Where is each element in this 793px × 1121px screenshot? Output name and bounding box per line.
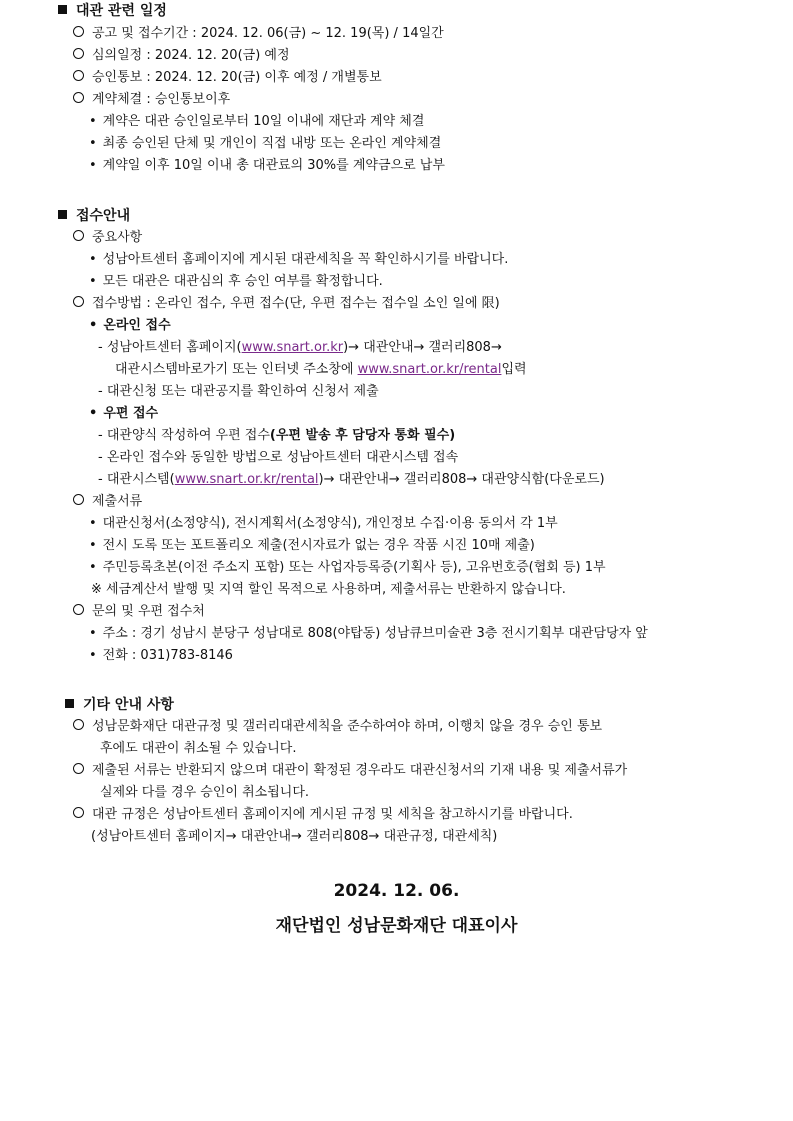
- square-bullet-icon: [58, 5, 67, 14]
- square-bullet-icon: [65, 699, 74, 708]
- documents-heading: 제출서류: [73, 493, 142, 511]
- online-step-1-cont: 대관시스템바로가기 또는 인터넷 주소창에 www.snart.or.kr/rental입력: [115, 362, 527, 377]
- document-item-1: • 대관신청서(소정양식), 전시계획서(소정양식), 개인정보 수집·이용 동의서 각 1부: [89, 516, 558, 531]
- schedule-review: 심의일정 : 2024. 12. 20(금) 예정: [73, 47, 290, 65]
- section-title-other: 기타 안내 사항: [65, 694, 174, 714]
- dot-bullet-icon: •: [89, 516, 97, 531]
- important-heading: 중요사항: [73, 229, 142, 247]
- postal-step-2: - 온라인 접수와 동일한 방법으로 성남아트센터 대관시스템 접속: [98, 450, 459, 465]
- circle-bullet-icon: [73, 807, 84, 818]
- circle-bullet-icon: [73, 230, 84, 241]
- section-title-application: 접수안내: [58, 205, 130, 225]
- postal-step-1: - 대관양식 작성하여 우편 접수(우편 발송 후 담당자 통화 필수): [98, 428, 456, 443]
- dot-bullet-icon: •: [89, 560, 97, 575]
- section-title-schedule: 대관 관련 일정: [58, 0, 167, 20]
- dot-bullet-icon: •: [89, 538, 97, 553]
- other-note-2-cont: 실제와 다를 경우 승인이 취소됩니다.: [100, 785, 310, 800]
- other-note-2: 제출된 서류는 반환되지 않으며 대관이 확정된 경우라도 대관신청서의 기재 내용 및 제출서류가: [73, 762, 627, 780]
- rental-system-link[interactable]: www.snart.or.kr/rental: [174, 472, 319, 487]
- contract-note-2: • 최종 승인된 단체 및 개인이 직접 내방 또는 온라인 계약체결: [89, 136, 442, 151]
- circle-bullet-icon: [73, 763, 84, 774]
- contract-note-3: • 계약일 이후 10일 이내 총 대관료의 30%를 계약금으로 납부: [89, 158, 445, 173]
- circle-bullet-icon: [73, 92, 84, 103]
- dot-bullet-icon: •: [89, 318, 98, 333]
- issuer-name: 재단법인 성남문화재단 대표이사: [275, 916, 518, 936]
- dot-bullet-icon: •: [89, 114, 97, 129]
- circle-bullet-icon: [73, 296, 84, 307]
- dot-bullet-icon: •: [89, 252, 97, 267]
- contact-address: • 주소 : 경기 성남시 분당구 성남대로 808(야탑동) 성남큐브미술관 3층 전시기획부 대관담당자 앞: [89, 626, 648, 641]
- other-note-3-cont: (성남아트센터 홈페이지→ 대관안내→ 갤러리808→ 대관규정, 대관세칙): [91, 829, 498, 844]
- online-step-1: - 성남아트센터 홈페이지(www.snart.or.kr)→ 대관안내→ 갤러리808→: [98, 340, 502, 355]
- online-step-2: - 대관신청 또는 대관공지를 확인하여 신청서 제출: [98, 384, 379, 399]
- schedule-contract: 계약체결 : 승인통보이후: [73, 91, 230, 109]
- application-method: 접수방법 : 온라인 접수, 우편 접수(단, 우편 접수는 접수일 소인 일에 限): [73, 295, 500, 313]
- schedule-approval: 승인통보 : 2024. 12. 20(금) 이후 예정 / 개별통보: [73, 69, 382, 87]
- square-bullet-icon: [58, 210, 67, 219]
- document-item-2: • 전시 도록 또는 포트폴리오 제출(전시자료가 없는 경우 작품 시진 10매 제출): [89, 538, 535, 553]
- contact-phone: • 전화 : 031)783-8146: [89, 648, 233, 663]
- dot-bullet-icon: •: [89, 648, 97, 663]
- contact-heading: 문의 및 우편 접수처: [73, 603, 205, 621]
- schedule-announcement: 공고 및 접수기간 : 2024. 12. 06(금) ~ 12. 19(목) / 14일간: [73, 25, 444, 43]
- postal-step-3: - 대관시스템(www.snart.or.kr/rental)→ 대관안내→ 갤러리808→ 대관양식함(다운로드): [98, 472, 605, 487]
- document-note: ※ 세금계산서 발행 및 지역 할인 목적으로 사용하며, 제출서류는 반환하지 않습니다.: [91, 582, 566, 597]
- dot-bullet-icon: •: [89, 406, 98, 421]
- postal-application-title: • 우편 접수: [89, 406, 159, 421]
- homepage-link[interactable]: www.snart.or.kr: [241, 340, 344, 355]
- important-note-1: • 성남아트센터 홈페이지에 게시된 대관세칙을 꼭 확인하시기를 바랍니다.: [89, 252, 509, 267]
- contract-note-1: • 계약은 대관 승인일로부터 10일 이내에 재단과 계약 체결: [89, 114, 425, 129]
- dot-bullet-icon: •: [89, 158, 97, 173]
- circle-bullet-icon: [73, 26, 84, 37]
- document-item-3: • 주민등록초본(이전 주소지 포함) 또는 사업자등록증(기획사 등), 고유번호증(협회 등) 1부: [89, 560, 606, 575]
- circle-bullet-icon: [73, 719, 84, 730]
- circle-bullet-icon: [73, 48, 84, 59]
- rental-link[interactable]: www.snart.or.kr/rental: [357, 362, 502, 377]
- dot-bullet-icon: •: [89, 626, 97, 641]
- circle-bullet-icon: [73, 604, 84, 615]
- other-note-1: 성남문화재단 대관규정 및 갤러리대관세칙을 준수하여야 하며, 이행치 않을 경우 승인 통보: [73, 718, 602, 736]
- other-note-3: 대관 규정은 성남아트센터 홈페이지에 게시된 규정 및 세칙을 참고하시기를 바랍니다.: [73, 806, 573, 824]
- announcement-date: 2024. 12. 06.: [333, 881, 460, 901]
- other-note-1-cont: 후에도 대관이 취소될 수 있습니다.: [100, 741, 297, 756]
- dot-bullet-icon: •: [89, 274, 97, 289]
- important-note-2: • 모든 대관은 대관심의 후 승인 여부를 확정합니다.: [89, 274, 383, 289]
- circle-bullet-icon: [73, 70, 84, 81]
- circle-bullet-icon: [73, 494, 84, 505]
- dot-bullet-icon: •: [89, 136, 97, 151]
- online-application-title: • 온라인 접수: [89, 318, 171, 333]
